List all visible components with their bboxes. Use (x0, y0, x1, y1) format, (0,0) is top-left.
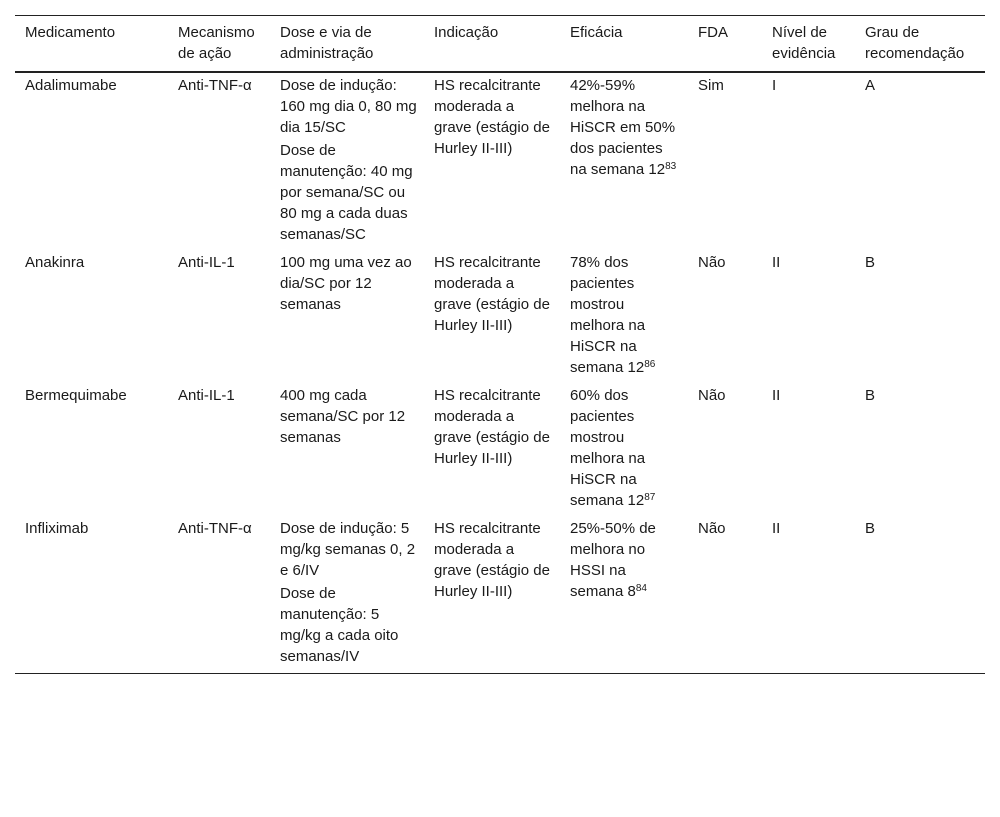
cell-dose (270, 516, 424, 674)
efficacy-text: 60% dos pacientes mostrou melhora na HiSCR na semana 12 (570, 387, 646, 509)
cell-dose (270, 250, 424, 383)
efficacy-text: 78% dos pacientes mostrou melhora na HiSCR na semana 12 (570, 254, 646, 376)
cell-drug: Infliximab (25, 520, 89, 537)
table-body (15, 72, 985, 674)
cell-indication: HS recalcitrante moderada a grave (estágio de Hurley II-III) (434, 520, 550, 600)
treatment-table (15, 15, 985, 674)
cell-grade: B (865, 520, 876, 537)
cell-drug: Bermequimabe (25, 387, 127, 404)
cell-fda: Não (698, 387, 726, 404)
cell-mechanism: Anti-TNF-α (178, 77, 252, 94)
cell-mechanism: Anti-IL-1 (178, 387, 235, 404)
table-header (15, 16, 985, 73)
header-indication: Indicação (434, 24, 499, 41)
table-row (15, 516, 985, 674)
dose-line: Dose de manutenção: 40 mg por semana/SC ou 80 mg a cada duas semanas/SC (280, 142, 413, 243)
cell-indication: HS recalcitrante moderada a grave (estágio de Hurley II-III) (434, 254, 550, 334)
cell-drug: Adalimumabe (25, 77, 117, 94)
header-evidence: Nível de evidência (772, 24, 836, 62)
cell-dose (270, 383, 424, 516)
cell-grade: A (865, 77, 876, 94)
reference-superscript: 84 (635, 583, 647, 594)
cell-indication: HS recalcitrante moderada a grave (estágio de Hurley II-III) (434, 77, 550, 157)
cell-efficacy (560, 516, 688, 674)
table-row (15, 250, 985, 383)
dose-line: Dose de manutenção: 5 mg/kg a cada oito semanas/IV (280, 585, 399, 665)
cell-mechanism: Anti-TNF-α (178, 520, 252, 537)
reference-superscript: 83 (665, 161, 677, 172)
header-drug: Medicamento (25, 24, 116, 41)
dose-line: 400 mg cada semana/SC por 12 semanas (280, 387, 406, 446)
efficacy-text: 25%-50% de melhora no HSSI na semana 8 (570, 520, 656, 600)
cell-efficacy (560, 383, 688, 516)
header-mechanism: Mecanismo de ação (178, 24, 255, 62)
cell-evidence: II (772, 520, 781, 537)
dose-line: 100 mg uma vez ao dia/SC por 12 semanas (280, 254, 412, 313)
cell-dose (270, 72, 424, 250)
cell-drug: Anakinra (25, 254, 85, 271)
header-dose: Dose e via de administração (280, 24, 374, 62)
cell-efficacy (560, 72, 688, 250)
cell-fda: Não (698, 520, 726, 537)
cell-efficacy (560, 250, 688, 383)
cell-grade: B (865, 254, 876, 271)
cell-fda: Não (698, 254, 726, 271)
dose-line: Dose de indução: 160 mg dia 0, 80 mg dia 15/SC (280, 77, 417, 136)
table-row (15, 72, 985, 250)
cell-indication: HS recalcitrante moderada a grave (estágio de Hurley II-III) (434, 387, 550, 467)
header-efficacy: Eficácia (570, 24, 623, 41)
cell-grade: B (865, 387, 876, 404)
table-row (15, 383, 985, 516)
header-row (15, 16, 985, 73)
dose-line: Dose de indução: 5 mg/kg semanas 0, 2 e 6/IV (280, 520, 416, 579)
cell-evidence: I (772, 77, 777, 94)
reference-superscript: 87 (644, 492, 656, 503)
cell-evidence: II (772, 387, 781, 404)
cell-evidence: II (772, 254, 781, 271)
reference-superscript: 86 (644, 359, 656, 370)
header-fda: FDA (698, 24, 728, 41)
cell-mechanism: Anti-IL-1 (178, 254, 235, 271)
cell-fda: Sim (698, 77, 724, 94)
header-grade: Grau de recomendação (865, 24, 965, 62)
efficacy-text: 42%-59% melhora na HiSCR em 50% dos pacientes na semana 12 (570, 77, 676, 178)
